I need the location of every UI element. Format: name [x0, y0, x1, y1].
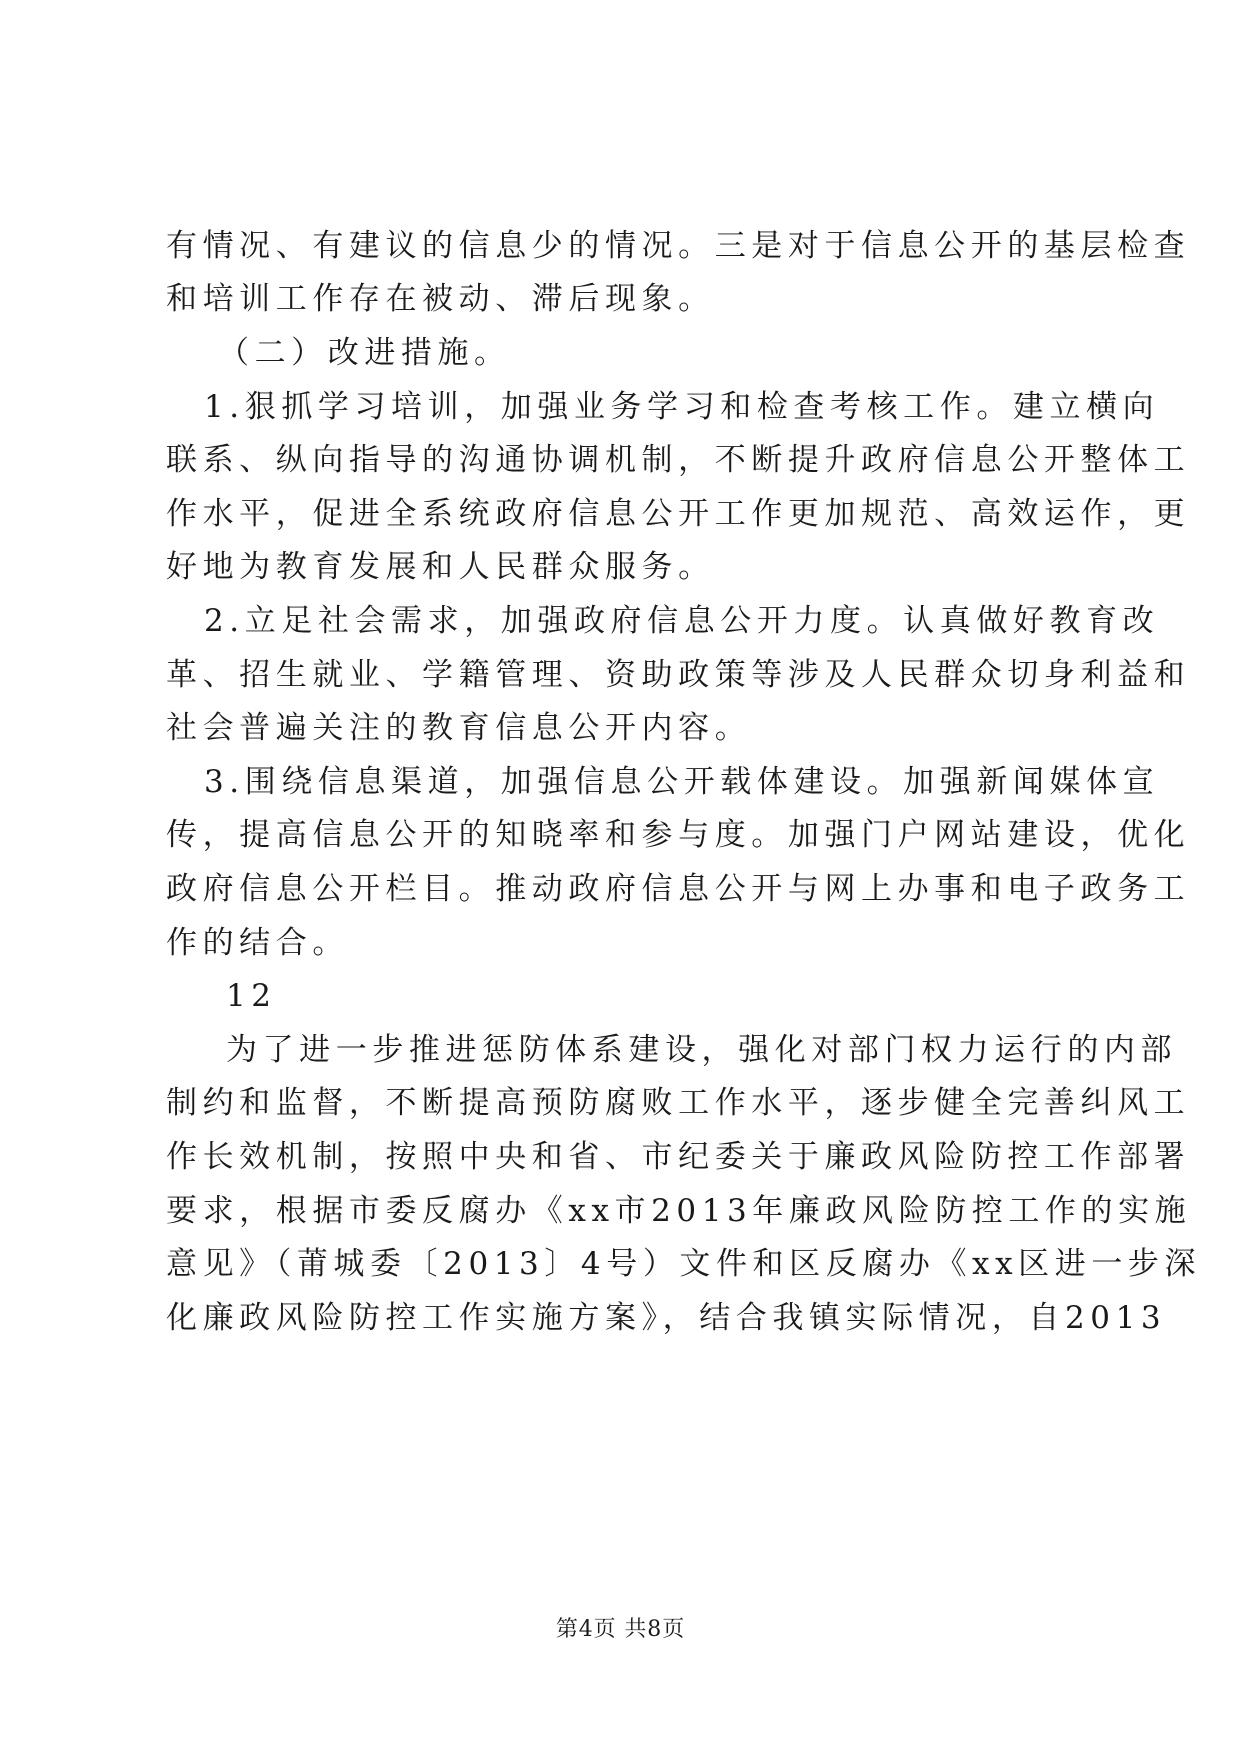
text-line: 政府信息公开栏目。推动政府信息公开与网上办事和电子政务工 — [166, 871, 1191, 907]
section-number: 12 — [226, 978, 277, 1014]
text-line: 传，提高信息公开的知晓率和参与度。加强门户网站建设，优化 — [166, 817, 1191, 853]
text-line: 意见》（莆城委〔2013〕4号）文件和区反腐办《xx区进一步深 — [166, 1246, 1202, 1282]
text-line: 要求，根据市委反腐办《xx市2013年廉政风险防控工作的实施 — [166, 1193, 1192, 1229]
page-footer: 第4页 共8页 — [555, 1617, 686, 1642]
text-line: 作的结合。 — [166, 925, 349, 961]
text-line: 化廉政风险防控工作实施方案》，结合我镇实际情况，自2013 — [166, 1300, 1167, 1336]
text-line: 有情况、有建议的信息少的情况。三是对于信息公开的基层检查 — [166, 228, 1191, 264]
text-line: 和培训工作存在被动、滞后现象。 — [166, 281, 715, 317]
text-line: 联系、纵向指导的沟通协调机制，不断提升政府信息公开整体工 — [166, 442, 1191, 478]
text-line: 制约和监督，不断提高预防腐败工作水平，逐步健全完善纠风工 — [166, 1085, 1191, 1121]
text-line: 1.狠抓学习培训，加强业务学习和检查考核工作。建立横向 — [204, 389, 1160, 425]
text-line: 好地为教育发展和人民群众服务。 — [166, 549, 715, 585]
text-line: 3.围绕信息渠道，加强信息公开载体建设。加强新闻媒体宣 — [204, 764, 1160, 800]
text-line: 2.立足社会需求，加强政府信息公开力度。认真做好教育改 — [204, 603, 1160, 639]
text-line: 革、招生就业、学籍管理、资助政策等涉及人民群众切身利益和 — [166, 657, 1191, 693]
section-heading: （二）改进措施。 — [218, 335, 511, 371]
text-line: 为了进一步推进惩防体系建设，强化对部门权力运行的内部 — [226, 1032, 1178, 1068]
text-line: 作水平，促进全系统政府信息公开工作更加规范、高效运作，更 — [166, 496, 1191, 532]
text-line: 作长效机制，按照中央和省、市纪委关于廉政风险防控工作部署 — [166, 1139, 1191, 1175]
text-line: 社会普遍关注的教育信息公开内容。 — [166, 710, 752, 746]
